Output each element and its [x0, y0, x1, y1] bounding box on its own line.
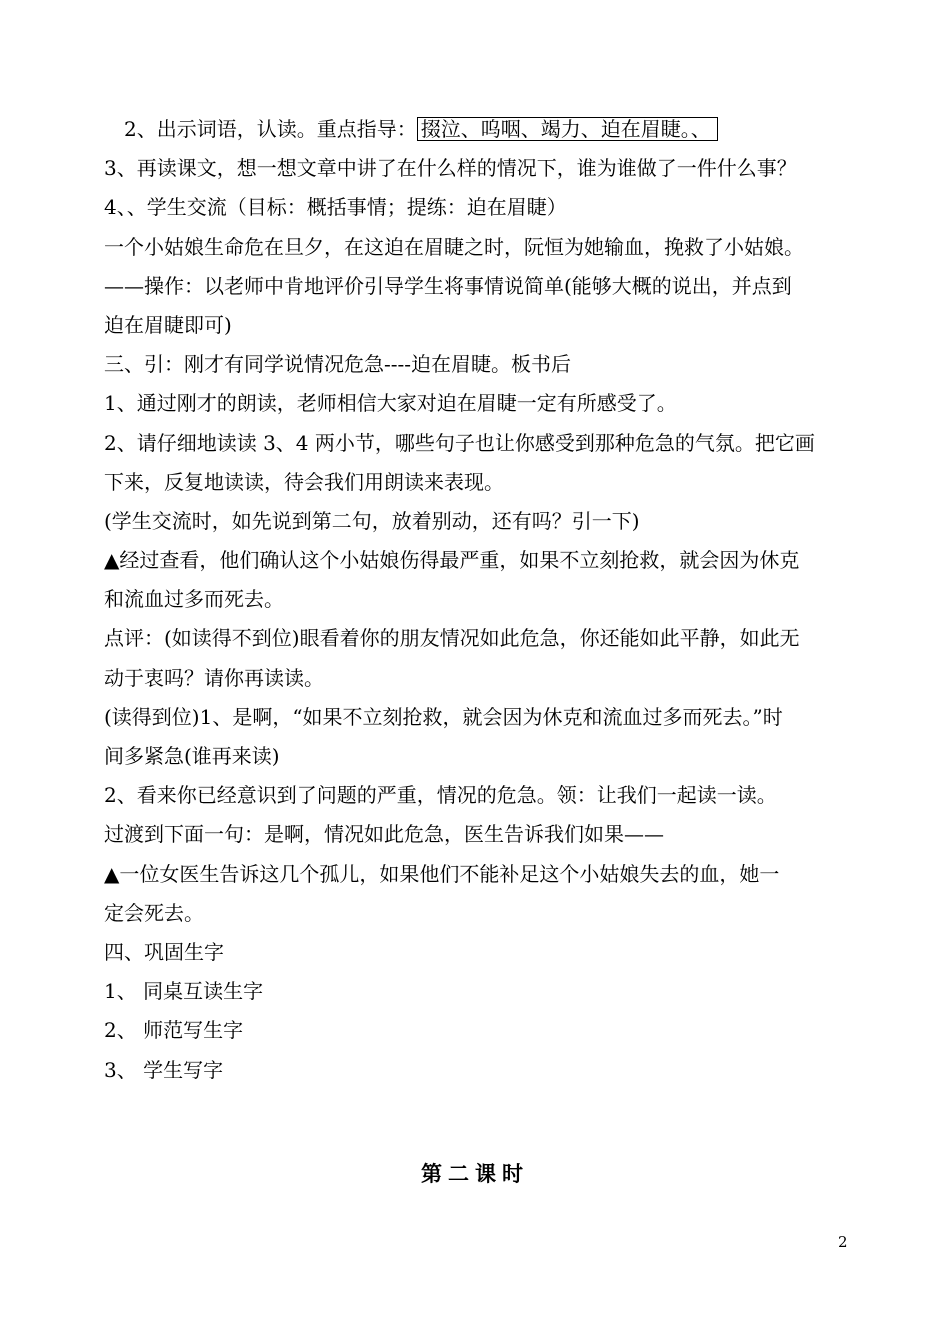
- text-line: 3、再读课文，想一想文章中讲了在什么样的情况下，谁为谁做了一件什么事？: [104, 156, 797, 181]
- text-line: ——操作：以老师中肯地评价引导学生将事情说简单(能够大概的说出，并点到: [104, 273, 792, 298]
- text-line: (读得到位)1、是啊，“如果不立刻抢救，就会因为休克和流血过多而死去。”时: [104, 704, 783, 729]
- text-line: 过渡到下面一句：是啊，情况如此危急，医生告诉我们如果——: [104, 822, 664, 847]
- text-line: 2、请仔细地读读 3、4 两小节，哪些句子也让你感受到那种危急的气氛。把它画: [104, 430, 815, 455]
- text-line: 定会死去。: [104, 900, 204, 925]
- text-line: 4、、学生交流（目标：概括事情；提练：迫在眉睫）: [104, 195, 567, 220]
- section-heading: 第二课时: [421, 1161, 529, 1186]
- text-line: 1、 同桌互读生字: [104, 979, 264, 1004]
- text-line: 迫在眉睫即可): [104, 312, 232, 337]
- page-number: 2: [838, 1233, 848, 1251]
- text-line: 和流血过多而死去。: [104, 587, 284, 612]
- text-line: 2、 师范写生字: [104, 1018, 244, 1043]
- body-text: [104, 110, 849, 1090]
- text-line: ▲一位女医生告诉这几个孤儿，如果他们不能补足这个小姑娘失去的血，她一: [104, 861, 780, 886]
- text-line: 三、引：刚才有同学说情况危急----迫在眉睫。板书后: [104, 352, 572, 377]
- text-line: 间多紧急(谁再来读): [104, 744, 280, 768]
- text-line: 3、 学生写字: [104, 1057, 224, 1082]
- text-line: 一个小姑娘生命危在旦夕，在这迫在眉睫之时，阮恒为她输血，挽救了小姑娘。: [104, 234, 804, 259]
- text-line: 下来，反复地读读，待会我们用朗读来表现。: [104, 469, 504, 494]
- text-line: (学生交流时，如先说到第二句，放着别动，还有吗？引一下): [104, 508, 640, 533]
- text-line: 2、看来你已经意识到了问题的严重，情况的危急。领：让我们一起读一读。: [104, 783, 777, 808]
- text-line: [104, 110, 849, 149]
- text-line: 1、通过刚才的朗读，老师相信大家对迫在眉睫一定有所感受了。: [104, 391, 677, 416]
- text-line: ▲经过查看，他们确认这个小姑娘伤得最严重，如果不立刻抢救，就会因为休克: [104, 548, 800, 573]
- text-line: 四、巩固生字: [104, 939, 224, 964]
- line-prefix: 2、出示词语，认读。重点指导：: [104, 117, 417, 141]
- text-line: 动于衷吗？请你再读读。: [104, 665, 324, 690]
- boxed-words: 掇泣、呜咽、竭力、迫在眉睫。、: [417, 117, 718, 141]
- text-line: 点评：(如读得不到位)眼看着你的朋友情况如此危急，你还能如此平静，如此无: [104, 626, 800, 651]
